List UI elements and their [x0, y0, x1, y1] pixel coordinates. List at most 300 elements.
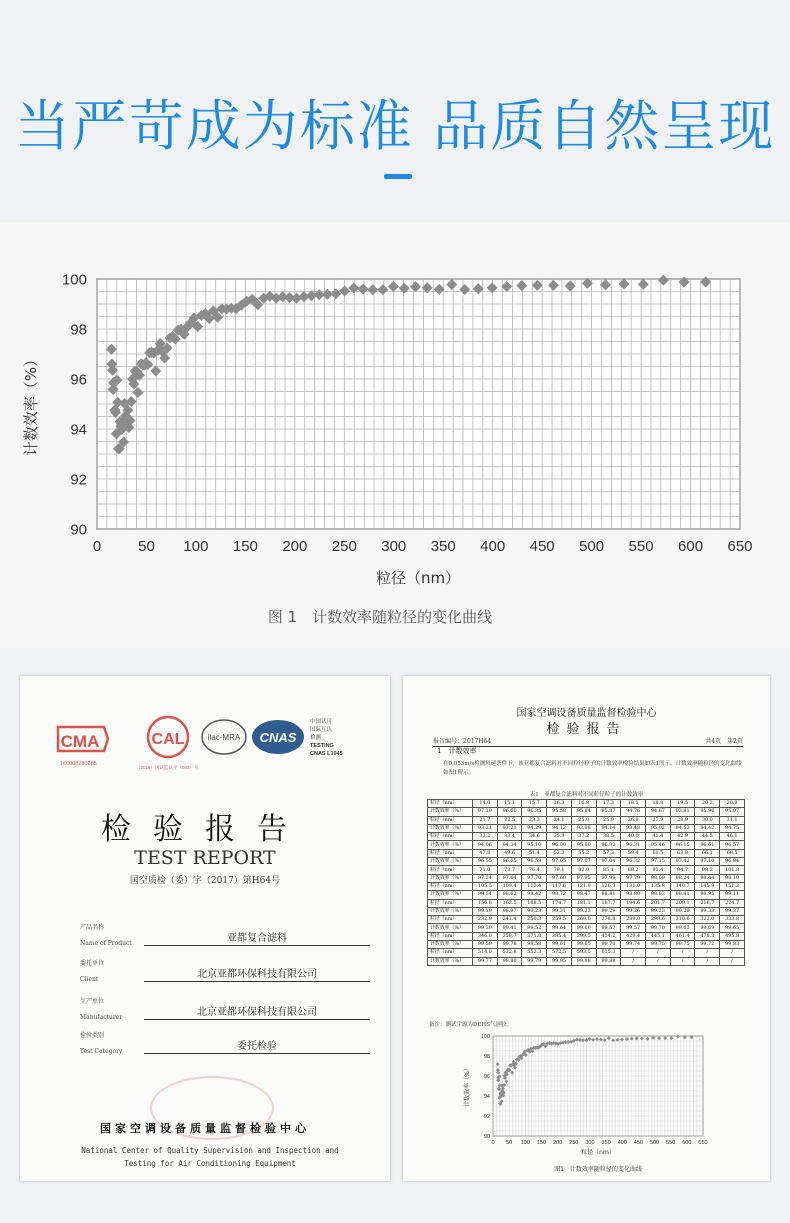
table-cell: 25.9: [596, 816, 621, 824]
table-cell: 97.05: [547, 858, 572, 866]
table-cell: 346.0: [473, 932, 498, 940]
table-cell: 15.7: [522, 800, 547, 808]
field-label-cn: 委托单位: [80, 960, 105, 967]
table-cell: 94.34: [497, 841, 522, 849]
table-cell: 126.3: [596, 882, 621, 890]
row-label: 粒径（nm）: [428, 849, 473, 857]
cover-organization-en: [80, 1144, 340, 1170]
table-cell: 32.2: [473, 833, 498, 841]
table-cell: 187.7: [596, 899, 621, 907]
row-label: 计数效率（%）: [428, 891, 473, 899]
field-value: 北京亚都环保科技有限公司: [144, 1003, 370, 1020]
table-cell: 99.31: [547, 907, 572, 915]
table-cell: 25.0: [571, 816, 596, 824]
x-tick-label: 400: [617, 1140, 627, 1146]
table-cell: 59.4: [621, 849, 646, 857]
table-cell: 20.2: [695, 800, 720, 808]
table-cell: 99.79: [522, 957, 547, 965]
table-cell: 98.81: [670, 891, 695, 899]
x-axis-title: 粒径（nm）: [375, 569, 461, 587]
table-cell: 117.6: [547, 882, 572, 890]
header-banner: [0, 0, 790, 222]
x-tick-label: 650: [698, 1140, 708, 1146]
table-cell: 16.3: [547, 800, 572, 808]
table-cell: 95.80: [571, 841, 596, 849]
y-tick-label: 94: [70, 421, 87, 439]
table-cell: 98.42: [522, 891, 547, 899]
table-cell: 97.24: [473, 874, 498, 882]
table-cell: 121.9: [571, 882, 596, 890]
table-cell: 93.98: [571, 824, 596, 832]
table-cell: 95.96: [695, 808, 720, 816]
table-cell: 99.41: [497, 924, 522, 932]
mini-caption: 图1 计数效率随粒径的变化曲线: [554, 1166, 642, 1173]
row-label: 粒径（nm）: [428, 800, 473, 808]
table-cell: 105.5: [473, 882, 498, 890]
table-cell: 310.6: [670, 916, 695, 924]
table-row: [428, 916, 745, 924]
cma-logo-number: 160008280285: [60, 761, 97, 767]
table-cell: 99.65: [571, 941, 596, 949]
table-cell: 209.1: [670, 899, 695, 907]
table-cell: 99.70: [646, 924, 671, 932]
x-tick-label: 300: [585, 1140, 595, 1146]
table-cell: 97.70: [522, 874, 547, 882]
table-cell: 49.6: [497, 849, 522, 857]
y-tick-label: 94: [483, 1093, 490, 1100]
table-cell: 95.58: [547, 808, 572, 816]
table-cell: 98.80: [621, 891, 646, 899]
ilac-logo-text: ilac-MRA: [207, 733, 241, 742]
row-label: 计数效率（%）: [428, 957, 473, 965]
table-cell: 96.84: [720, 858, 745, 866]
table-row: [428, 949, 745, 957]
table-cell: 99.23: [522, 907, 547, 915]
table-cell: 99.39: [473, 924, 498, 932]
table-cell: 30.0: [695, 816, 720, 824]
x-tick-label: 450: [529, 538, 555, 555]
table-cell: 96.00: [547, 841, 572, 849]
cnas-line-2: 国际互认: [310, 727, 333, 733]
x-tick-label: 250: [569, 1140, 579, 1146]
result-page-number: 共4页 第2页: [705, 738, 743, 745]
table-cell: 35.9: [547, 833, 572, 841]
x-tick-label: 100: [520, 1140, 530, 1146]
report-result-page: [403, 676, 770, 1181]
row-label: 粒径（nm）: [428, 882, 473, 890]
table-cell: 76.4: [522, 866, 547, 874]
field-label-en: Client: [80, 976, 99, 983]
field-product-name: [80, 924, 370, 950]
field-test-category: [80, 1032, 370, 1058]
y-tick-label: 98: [70, 321, 87, 339]
table-row: [428, 849, 745, 857]
efficiency-table: [427, 799, 745, 966]
table-cell: 99.70: [596, 941, 621, 949]
table-row: [428, 907, 745, 915]
table-cell: 85.1: [596, 866, 621, 874]
table-cell: 96.61: [695, 841, 720, 849]
x-tick-label: 50: [138, 538, 155, 555]
table-cell: /: [670, 957, 695, 965]
report-cover-page: [20, 676, 390, 1181]
table-cell: 93.21: [497, 824, 522, 832]
table-cell: 22.5: [497, 816, 522, 824]
table-cell: 333.8: [720, 916, 745, 924]
x-tick-label: 350: [430, 538, 456, 555]
table-cell: 99.11: [720, 891, 745, 899]
cover-subtitle: TEST REPORT: [134, 847, 276, 869]
row-label: 计数效率（%）: [428, 808, 473, 816]
table-cell: 224.7: [720, 899, 745, 907]
table-cell: /: [695, 957, 720, 965]
table-cell: 99.57: [621, 924, 646, 932]
table-cell: /: [646, 949, 671, 957]
table-cell: 31.1: [720, 816, 745, 824]
table-cell: /: [720, 957, 745, 965]
table-cell: 99.75: [670, 941, 695, 949]
table-cell: /: [670, 949, 695, 957]
table-cell: 99.58: [522, 941, 547, 949]
table-cell: 17.3: [596, 800, 621, 808]
table-cell: 95.10: [522, 841, 547, 849]
table-row: [428, 924, 745, 932]
table-cell: 241.4: [497, 916, 522, 924]
table-cell: 37.2: [571, 833, 596, 841]
table-cell: 98.95: [695, 891, 720, 899]
table-cell: 96.15: [670, 841, 695, 849]
table-cell: 94.14: [596, 824, 621, 832]
y-tick-label: 100: [61, 271, 87, 289]
cover-report-number: 国空质检（委）字（2017）第H64号: [129, 876, 281, 886]
x-tick-label: 550: [666, 1140, 676, 1146]
table-cell: 27.9: [646, 816, 671, 824]
table-row: [428, 899, 745, 907]
table-cell: 101.8: [720, 866, 745, 874]
table-cell: 28.9: [670, 816, 695, 824]
row-label: 粒径（nm）: [428, 949, 473, 957]
table-cell: 151.2: [720, 882, 745, 890]
table-cell: 98.44: [695, 874, 720, 882]
table-cell: 53.3: [547, 849, 572, 857]
table-cell: 94.12: [547, 824, 572, 832]
row-label: 计数效率（%）: [428, 924, 473, 932]
table-cell: 97.15: [646, 858, 671, 866]
mini-chart: [453, 1028, 723, 1178]
table-cell: 98.2: [695, 866, 720, 874]
table-cell: 63.8: [670, 849, 695, 857]
table-cell: 68.5: [720, 849, 745, 857]
table-cell: 201.7: [646, 899, 671, 907]
y-tick-label: 98: [483, 1053, 490, 1060]
table-cell: 445.1: [646, 932, 671, 940]
x-tick-label: 150: [536, 1140, 547, 1146]
table-cell: 99.75: [646, 941, 671, 949]
headline: 当严苛成为标准 品质自然呈现: [14, 94, 776, 158]
table-cell: 44.5: [695, 833, 720, 841]
table-cell: 93.21: [473, 824, 498, 832]
table-cell: 99.83: [720, 941, 745, 949]
certification-logos: [56, 715, 356, 775]
row-label: 计数效率（%）: [428, 874, 473, 882]
table-cell: 140.7: [670, 882, 695, 890]
table-cell: 14.6: [473, 800, 498, 808]
y-tick-label: 92: [70, 471, 87, 489]
x-tick-label: 150: [232, 538, 258, 555]
x-tick-label: 650: [727, 538, 753, 555]
table-cell: 94.42: [695, 824, 720, 832]
table-cell: 61.5: [646, 849, 671, 857]
field-value: 北京亚都环保科技有限公司: [144, 965, 370, 982]
table-cell: 399.5: [571, 932, 596, 940]
table-cell: 94.06: [473, 841, 498, 849]
table-cell: 96.57: [720, 841, 745, 849]
table-cell: 99.64: [547, 924, 572, 932]
table-cell: 98.83: [646, 891, 671, 899]
x-tick-label: 50: [506, 1140, 513, 1146]
table-cell: 55.2: [571, 849, 596, 857]
row-label: 粒径（nm）: [428, 932, 473, 940]
table-cell: 495.8: [720, 932, 745, 940]
field-label-cn: 生产单位: [80, 998, 105, 1005]
table-cell: 97.95: [571, 874, 596, 882]
row-label: 计数效率（%）: [428, 907, 473, 915]
table-row: [428, 882, 745, 890]
table-row: [428, 858, 745, 866]
table-cell: 99.77: [473, 957, 498, 965]
table-cell: 42.9: [670, 833, 695, 841]
table-cell: 371.8: [522, 932, 547, 940]
field-label-en: Manufacturer: [80, 1014, 123, 1021]
table-row: [428, 808, 745, 816]
table-cell: /: [695, 949, 720, 957]
table-cell: 385.4: [547, 932, 572, 940]
table-cell: 33.4: [497, 833, 522, 841]
table-cell: 21.7: [473, 816, 498, 824]
table-cell: /: [720, 949, 745, 957]
row-label: 粒径（nm）: [428, 899, 473, 907]
table-cell: 278.8: [596, 916, 621, 924]
table-cell: 96.55: [473, 858, 498, 866]
x-tick-label: 500: [649, 1140, 660, 1146]
table-cell: 96.58: [522, 858, 547, 866]
table-cell: 99.23: [646, 907, 671, 915]
row-label: 粒径（nm）: [428, 816, 473, 824]
field-label-en: Name of Product: [80, 940, 132, 947]
table-row: [428, 932, 745, 940]
table-cell: 51.4: [522, 849, 547, 857]
table-cell: 93.81: [670, 808, 695, 816]
table-cell: 181.1: [571, 899, 596, 907]
table-cell: 23.3: [522, 816, 547, 824]
table-row: [428, 866, 745, 874]
table-cell: 99.78: [497, 941, 522, 949]
table-note: 备注：测试尘源为DEHS气溶胶。: [429, 1022, 512, 1028]
cnas-logo: [252, 720, 304, 754]
field-manufacturer: [80, 998, 370, 1024]
x-tick-label: 500: [579, 538, 605, 555]
table-cell: 94.76: [621, 808, 646, 816]
table-cell: 269.0: [571, 916, 596, 924]
field-label-cn: 检验类别: [80, 1032, 105, 1039]
table-cell: 162.5: [497, 899, 522, 907]
x-tick-label: 0: [491, 1140, 495, 1146]
row-label: 计数效率（%）: [428, 841, 473, 849]
table-cell: 20.9: [720, 800, 745, 808]
table-cell: 99.29: [670, 907, 695, 915]
table-cell: 97.04: [596, 858, 621, 866]
y-tick-label: 100: [480, 1033, 490, 1040]
table-cell: 47.8: [473, 849, 498, 857]
table-row: [428, 941, 745, 949]
table-cell: 99.61: [547, 941, 572, 949]
section-paragraph: 在0.053m/s检测风速条件下，该亚都复合滤料对不同粒径粒子的计数效率检验结果如表1所示，计数效率随粒径的变化曲线如图1所示。: [443, 761, 742, 776]
x-tick-label: 450: [633, 1140, 643, 1146]
table-cell: 514.0: [473, 949, 498, 957]
table-cell: 414.2: [596, 932, 621, 940]
row-label: 计数效率（%）: [428, 858, 473, 866]
table-cell: 26.9: [621, 816, 646, 824]
cnas-logo-text: CNAS: [259, 730, 297, 745]
table-cell: 96.31: [621, 841, 646, 849]
table-row: [428, 874, 745, 882]
table-cell: 145.9: [695, 882, 720, 890]
x-tick-label: 100: [183, 538, 209, 555]
result-title: 检验报告: [546, 722, 627, 737]
table-cell: 93.48: [621, 824, 646, 832]
table-cell: 99.57: [596, 924, 621, 932]
table-cell: 94.7: [670, 866, 695, 874]
cal-logo-text: CAL: [151, 731, 185, 748]
table-cell: 96.65: [497, 858, 522, 866]
table-cell: 99.69: [695, 924, 720, 932]
table-cell: 97.07: [571, 858, 596, 866]
cal-logo-number: （2016）国认监认字（083）号: [136, 765, 199, 770]
table-cell: 99.65: [720, 924, 745, 932]
table-cell: 97.64: [497, 874, 522, 882]
table-cell: 19.5: [670, 800, 695, 808]
row-label: 计数效率（%）: [428, 941, 473, 949]
table-cell: 99.63: [670, 924, 695, 932]
field-client: [80, 960, 370, 986]
org-en-line-2: Testing for Air Conditioning Equipment: [124, 1159, 296, 1168]
table-cell: 250.3: [522, 916, 547, 924]
table-cell: 216.7: [695, 899, 720, 907]
table-cell: 615.3: [596, 949, 621, 957]
table-cell: 40.0: [621, 833, 646, 841]
table-cell: 66.1: [695, 849, 720, 857]
cover-title: 检验报告: [101, 812, 309, 847]
table-cell: 99.52: [522, 924, 547, 932]
table-cell: 109.4: [497, 882, 522, 890]
table-cell: 98.81: [596, 891, 621, 899]
table-cell: 552.3: [522, 949, 547, 957]
table-cell: 96.60: [497, 808, 522, 816]
table-cell: /: [621, 949, 646, 957]
table-cell: 94.67: [646, 808, 671, 816]
table-caption: 表1 亚都复合滤料对不同粒径粒子的计数效率: [529, 792, 644, 798]
table-cell: 18.8: [646, 800, 671, 808]
table-cell: 532.8: [497, 949, 522, 957]
cal-logo: [136, 717, 199, 771]
table-cell: 24.1: [547, 816, 572, 824]
table-cell: 94.75: [720, 824, 745, 832]
table-cell: 98.09: [646, 874, 671, 882]
table-cell: 98.10: [720, 874, 745, 882]
table-cell: /: [646, 957, 671, 965]
table-cell: 289.0: [621, 916, 646, 924]
row-label: 计数效率（%）: [428, 824, 473, 832]
table-cell: 461.4: [670, 932, 695, 940]
table-cell: 99.29: [596, 907, 621, 915]
x-tick-label: 0: [92, 538, 102, 555]
field-label-en: Test Category: [80, 1048, 123, 1055]
cnas-line-3: 检测: [310, 735, 322, 741]
table-cell: 97.42: [670, 858, 695, 866]
y-tick-label: 96: [483, 1073, 490, 1080]
table-cell: 99.33: [695, 907, 720, 915]
x-tick-label: 550: [628, 538, 654, 555]
cnas-line-1: 中国认可: [310, 719, 333, 725]
table-row: [428, 891, 745, 899]
table-cell: 572.5: [547, 949, 572, 957]
table-cell: 96.35: [522, 808, 547, 816]
y-tick-label: 96: [70, 371, 87, 389]
table-cell: 34.6: [522, 833, 547, 841]
table-cell: 99.80: [497, 957, 522, 965]
table-cell: /: [621, 957, 646, 965]
table-cell: 174.7: [547, 899, 572, 907]
table-cell: 88.2: [621, 866, 646, 874]
chart-svg: [0, 222, 790, 648]
headline-divider: [384, 174, 412, 179]
cnas-line-4: TESTING: [310, 743, 334, 749]
table-cell: 135.8: [646, 882, 671, 890]
section-heading: 1 计数效率: [437, 747, 477, 755]
table-cell: 98.72: [547, 891, 572, 899]
table-row: [428, 957, 745, 965]
table-cell: 99.88: [571, 957, 596, 965]
y-tick-label: 90: [70, 521, 87, 539]
table-cell: 57.3: [596, 849, 621, 857]
table-cell: 98.47: [571, 891, 596, 899]
table-cell: 99.37: [720, 907, 745, 915]
result-meta: [433, 736, 743, 747]
table-cell: 99.19: [473, 907, 498, 915]
table-row: [428, 833, 745, 841]
cnas-caption: [310, 717, 343, 757]
x-tick-label: 200: [282, 538, 308, 555]
table-cell: 98.54: [473, 891, 498, 899]
x-tick-label: 250: [331, 538, 357, 555]
table-cell: 593.5: [571, 949, 596, 957]
table-cell: 168.5: [522, 899, 547, 907]
mini-x-axis-title: 粒径（nm）: [581, 1149, 615, 1156]
table-cell: 156.8: [473, 899, 498, 907]
y-tick-label: 92: [483, 1113, 490, 1120]
table-cell: 96.32: [621, 858, 646, 866]
table-cell: 97.19: [473, 808, 498, 816]
table-cell: 99.95: [547, 957, 572, 965]
table-row: [428, 800, 745, 808]
table-cell: 82.0: [571, 866, 596, 874]
table-cell: 99.72: [695, 941, 720, 949]
table-cell: 98.62: [497, 891, 522, 899]
table-cell: 99.88: [596, 957, 621, 965]
table-cell: 299.6: [646, 916, 671, 924]
table-cell: 38.5: [596, 833, 621, 841]
table-cell: 46.1: [720, 833, 745, 841]
